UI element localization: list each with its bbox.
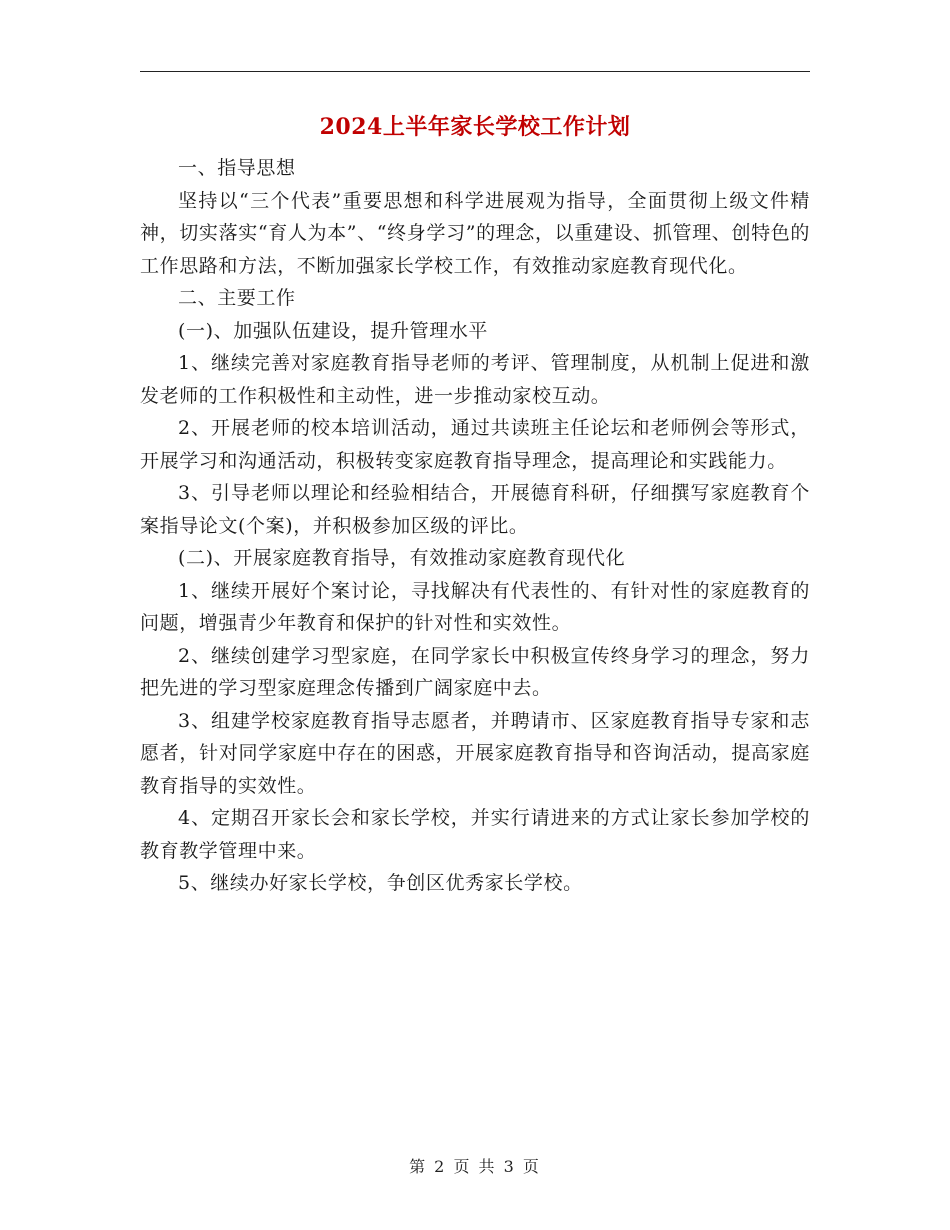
section-heading-guiding-thought: 一、指导思想 — [178, 157, 296, 179]
page-number-footer: 第 2 页 共 3 页 — [409, 1157, 541, 1176]
subsection-heading-family-guidance: (二)、开展家庭教育指导，有效推动家庭教育现代化 — [178, 547, 626, 569]
paragraph-guiding-thought: 坚持以“三个代表”重要思想和科学进展观为指导，全面贯彻上级文件精神，切实落实“育人为本”、“终身学习”的理念，以重建设、抓管理、创特色的工作思路和方法，不断加强家长学校工作，有效推动家庭教育现代化。 — [140, 189, 810, 277]
header-rule — [140, 71, 810, 72]
list-item-team-1: 1、继续完善对家庭教育指导老师的考评、管理制度，从机制上促进和激发老师的工作积极性和主动性，进一步推动家校互动。 — [140, 352, 810, 407]
list-item-guidance-3: 3、组建学校家庭教育指导志愿者，并聘请市、区家庭教育指导专家和志愿者，针对同学家庭中存在的困惑，开展家庭教育指导和咨询活动，提高家庭教育指导的实效性。 — [140, 709, 810, 797]
list-item-guidance-4: 4、定期召开家长会和家长学校，并实行请进来的方式让家长参加学校的教育教学管理中来。 — [140, 807, 810, 862]
list-item-team-2: 2、开展老师的校本培训活动，通过共读班主任论坛和老师例会等形式，开展学习和沟通活动，积极转变家庭教育指导理念，提高理论和实践能力。 — [140, 417, 810, 472]
list-item-team-3: 3、引导老师以理论和经验相结合，开展德育科研，仔细撰写家庭教育个案指导论文(个案)，并积极参加区级的评比。 — [140, 482, 810, 537]
document-title: 2024上半年家长学校工作计划 — [319, 114, 631, 140]
document-body — [140, 152, 810, 900]
list-item-guidance-1: 1、继续开展好个案讨论，寻找解决有代表性的、有针对性的家庭教育的问题，增强青少年教育和保护的针对性和实效性。 — [140, 579, 810, 634]
subsection-heading-team-building: (一)、加强队伍建设，提升管理水平 — [178, 319, 489, 342]
section-heading-main-work: 二、主要工作 — [178, 287, 296, 309]
list-item-guidance-5: 5、继续办好家长学校，争创区优秀家长学校。 — [178, 872, 583, 894]
list-item-guidance-2: 2、继续创建学习型家庭，在同学家长中积极宣传终身学习的理念，努力把先进的学习型家庭理念传播到广阔家庭中去。 — [140, 644, 810, 699]
